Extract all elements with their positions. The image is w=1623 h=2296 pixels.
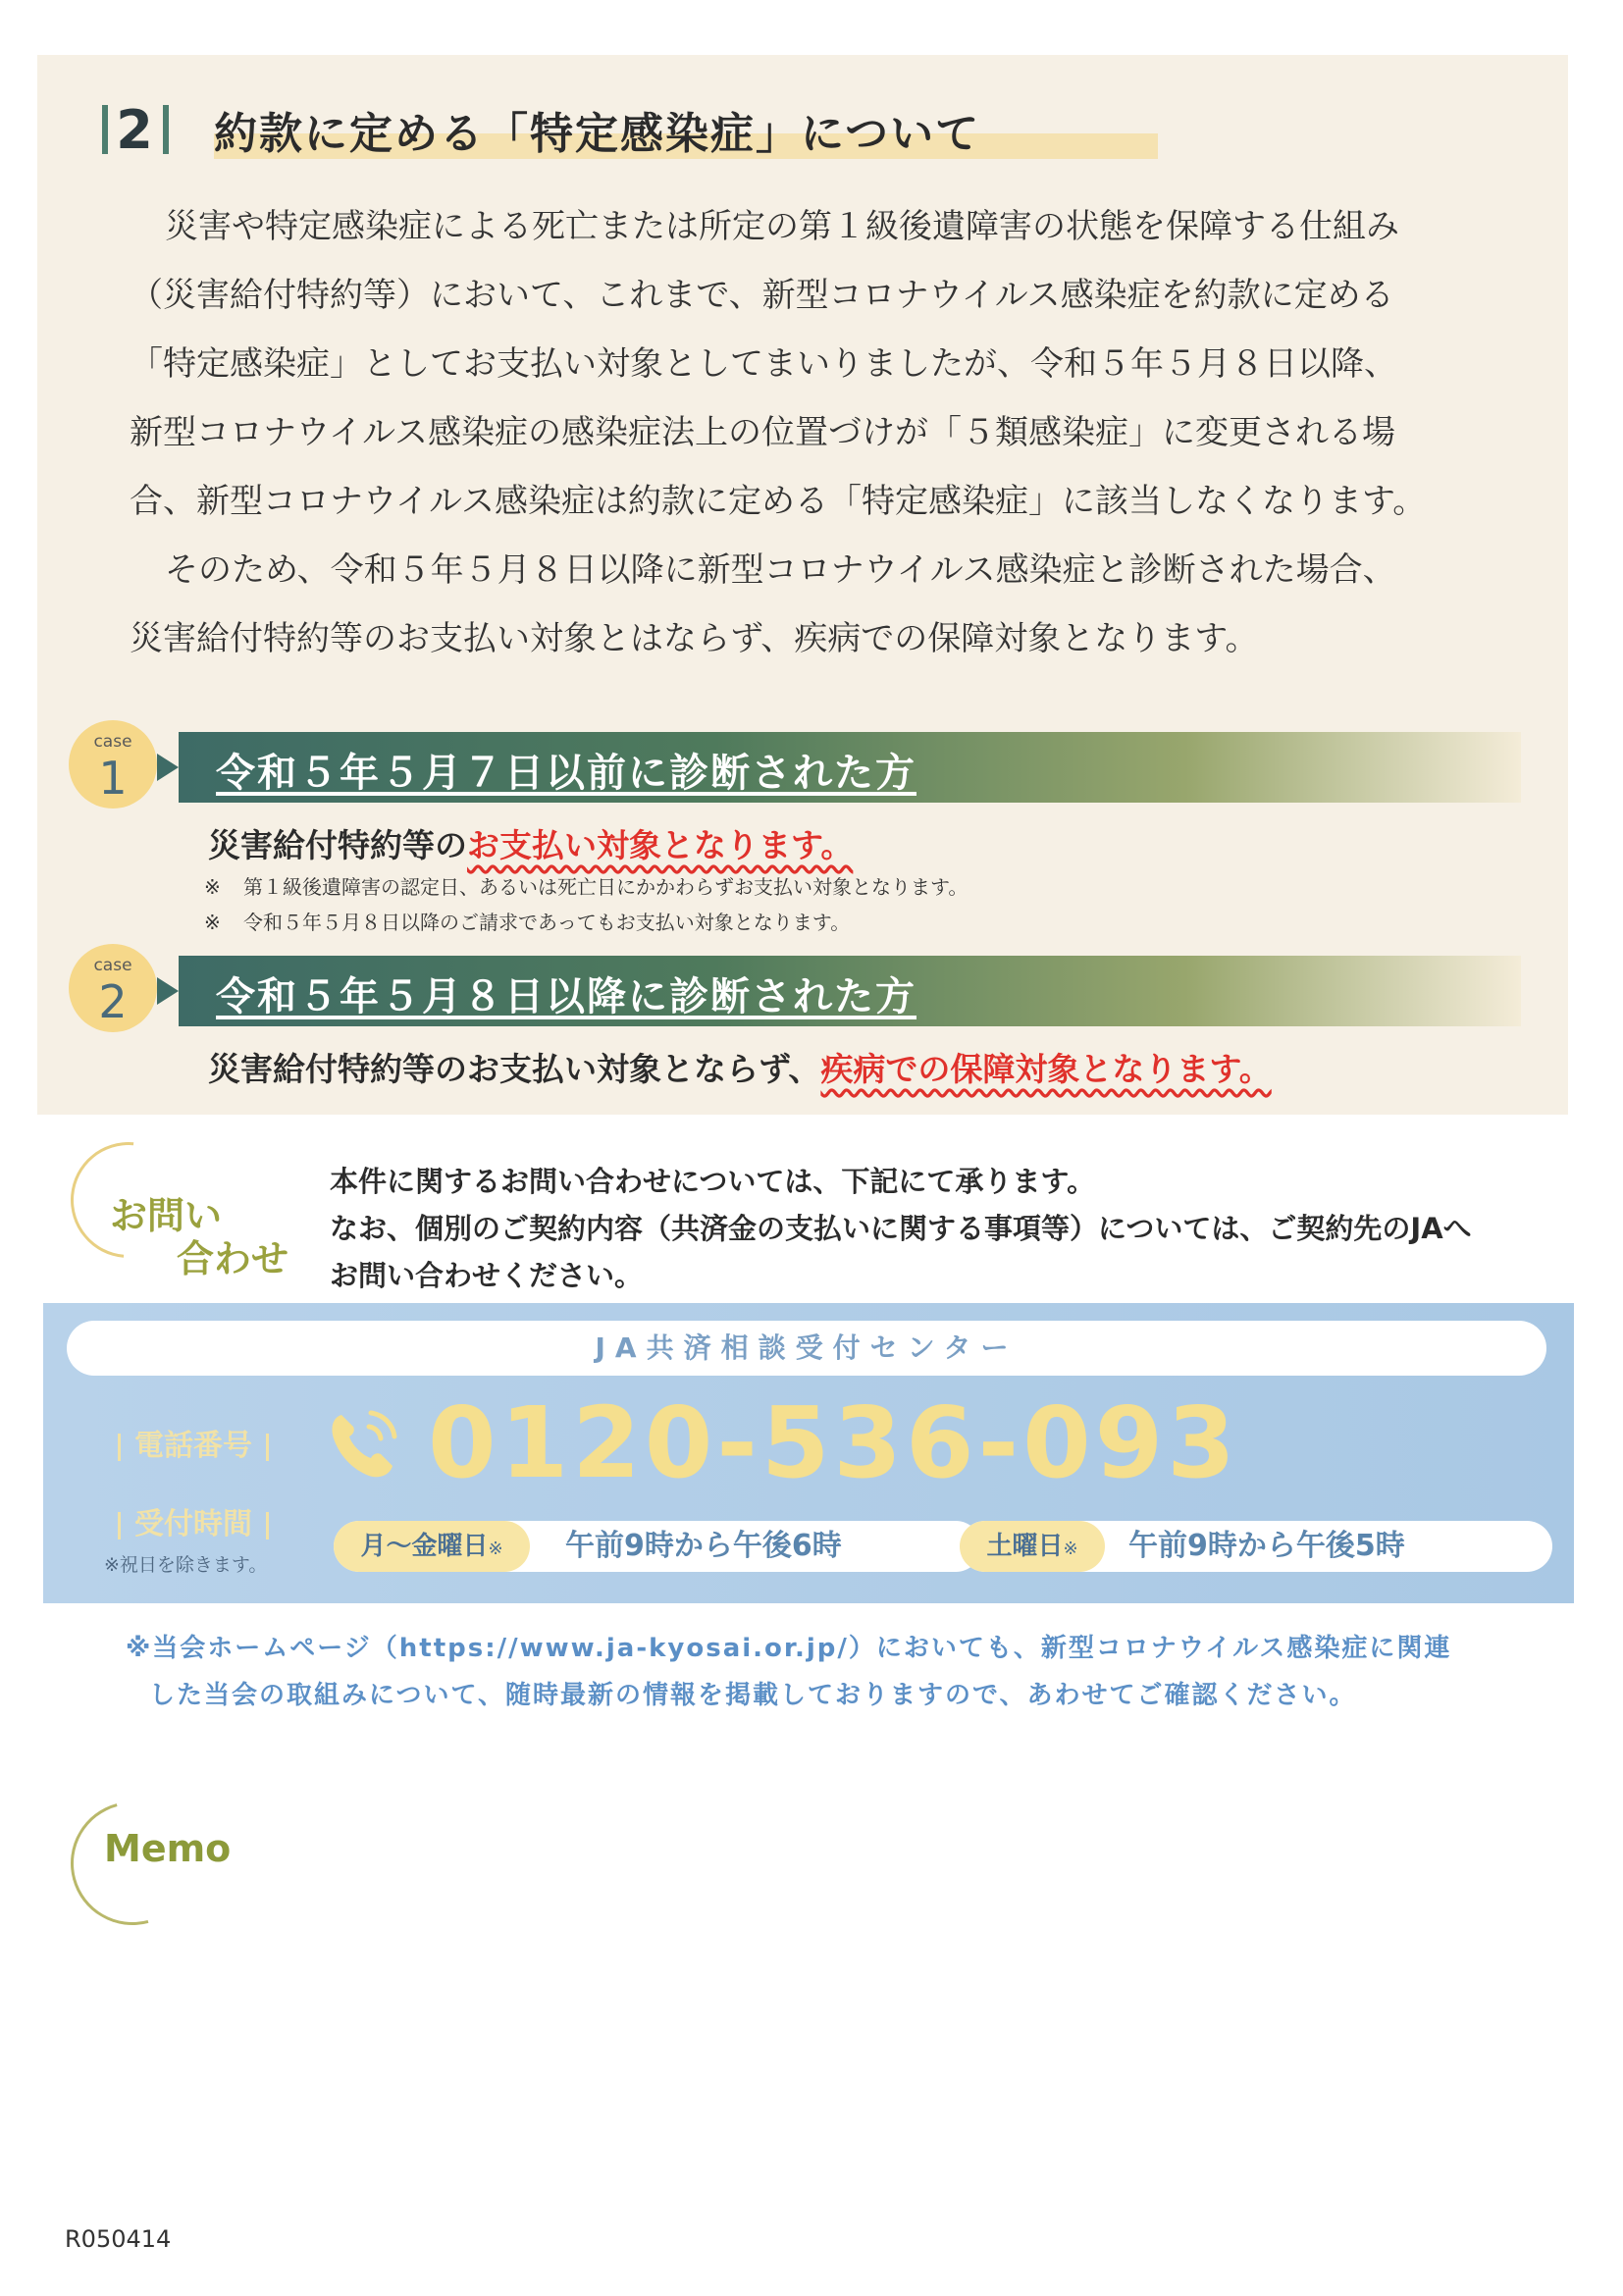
- case-badge: case 1: [69, 720, 157, 809]
- divider: [163, 105, 169, 154]
- case-badge: case 2: [69, 944, 157, 1032]
- section-number: 2: [88, 100, 183, 159]
- paragraph-line: 合、新型コロナウイルス感染症は約款に定める「特定感染症」に該当しなくなります。: [130, 482, 1427, 521]
- case-2-result: 災害給付特約等のお支払い対象とならず、疾病での保障対象となります。: [208, 1050, 1272, 1088]
- holiday-note: ※祝日を除きます。: [104, 1554, 268, 1576]
- phone-number[interactable]: 0120-536-093: [428, 1385, 1239, 1500]
- case-1-result: 災害給付特約等のお支払い対象となります。: [208, 826, 854, 864]
- emphasis-text: 疾病での保障対象となります。: [820, 1050, 1272, 1088]
- inquiry-label: お問い: [110, 1194, 223, 1237]
- divider: [102, 105, 108, 154]
- paragraph-line: 災害給付特約等のお支払い対象とはならず、疾病での保障対象となります。: [130, 619, 1259, 658]
- case-note: ※ 第１級後遺障害の認定日、あるいは死亡日にかかわらずお支払い対象となります。: [204, 875, 969, 899]
- case-band: [179, 732, 1521, 803]
- paragraph-line: 災害や特定感染症による死亡または所定の第１級後遺障害の状態を保障する仕組み: [165, 207, 1399, 246]
- section-title: 約款に定める「特定感染症」について: [214, 109, 981, 159]
- paragraph-line: 「特定感染症」としてお支払い対象としてまいりましたが、令和５年５月８日以降、: [130, 344, 1397, 384]
- saturday-hours: 土曜日※ 午前9時から午後5時: [960, 1521, 1552, 1572]
- weekday-hours: 月～金曜日※ 午前9時から午後6時: [334, 1521, 981, 1572]
- phone-label: 電話番号: [104, 1421, 283, 1464]
- case-note: ※ 令和５年５月８日以降のご請求であってもお支払い対象となります。: [204, 911, 851, 934]
- case-2-banner: [69, 944, 1521, 1032]
- case-title: 令和５年５月７日以前に診断された方: [216, 751, 916, 796]
- paragraph-line: そのため、令和５年５月８日以降に新型コロナウイルス感染症と診断された場合、: [165, 550, 1396, 590]
- case-title: 令和５年５月８日以降に診断された方: [216, 974, 916, 1019]
- hours-label: 受付時間: [104, 1499, 283, 1542]
- homepage-note: ※当会ホームページ（https://www.ja-kyosai.or.jp/）においても、新型コロナウイルス感染症に関連 した当会の取組みについて、随時最新の情報を掲載しておりますので、あわせてご確認ください。: [126, 1634, 1452, 1710]
- paragraph-line: （災害給付特約等）において、これまで、新型コロナウイルス感染症を約款に定める: [130, 276, 1394, 315]
- document-code: R050414: [65, 2225, 172, 2253]
- inquiry-text: 本件に関するお問い合わせについては、下記にて承ります。 なお、個別のご契約内容（共済金の支払いに関する事項等）については、ご契約先のJAへ お問い合わせください。: [330, 1165, 1472, 1292]
- section-body: [130, 192, 1523, 673]
- emphasis-text: お支払い対象となります。: [467, 826, 854, 864]
- contact-box: [43, 1303, 1574, 1603]
- phone-icon: [324, 1405, 402, 1484]
- paragraph-line: 新型コロナウイルス感染症の感染症法上の位置づけが「５類感染症」に変更される場: [130, 413, 1395, 452]
- inquiry-label: 合わせ: [177, 1237, 289, 1280]
- case-band: [179, 956, 1521, 1026]
- case-1-banner: [69, 720, 1521, 809]
- memo-label: Memo: [104, 1827, 232, 1870]
- center-name: JA共済相談受付センター: [67, 1321, 1546, 1376]
